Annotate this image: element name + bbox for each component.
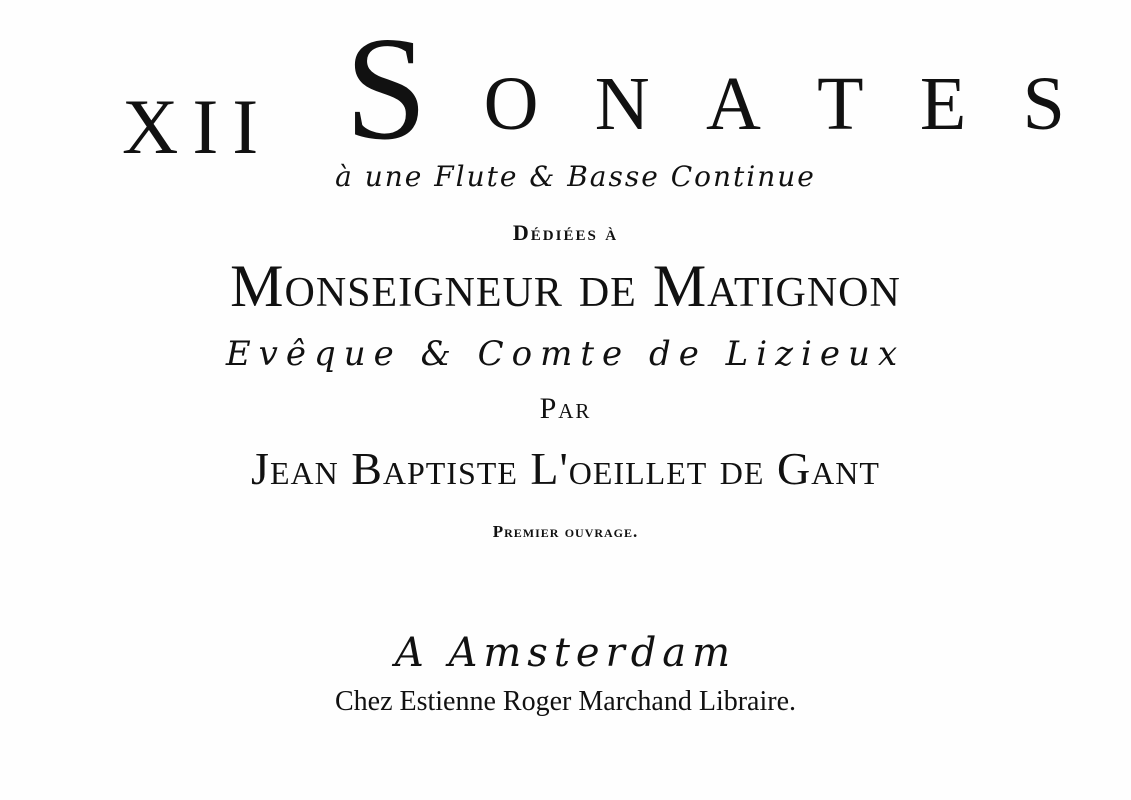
title-letter: N <box>594 62 650 146</box>
title-letter: T <box>817 62 864 146</box>
publication-city: A Amsterdam <box>394 630 737 676</box>
title-letter: S <box>1022 62 1065 146</box>
title-letter: O <box>483 62 539 146</box>
patron-title: Evêque & Comte de Lizieux <box>225 334 906 374</box>
instrumentation-subtitle: à une Flute & Basse Continue <box>335 160 816 193</box>
by-line: Par <box>539 392 592 425</box>
title-letter: E <box>919 62 967 146</box>
dedication-line: Dédiées à <box>512 220 619 245</box>
composer-name: Jean Baptiste L'oeillet de Gant <box>251 443 880 494</box>
main-title <box>0 7 1131 171</box>
title-initial-letter: S <box>345 7 428 171</box>
title-numeral: XII <box>122 83 273 170</box>
opus-number: Premier ouvrage. <box>492 522 639 541</box>
publisher-line: Chez Estienne Roger Marchand Libraire. <box>334 686 797 717</box>
title-letter: A <box>705 62 761 146</box>
title-word <box>345 7 1065 171</box>
patron-name: Monseigneur de Matignon <box>230 253 901 319</box>
